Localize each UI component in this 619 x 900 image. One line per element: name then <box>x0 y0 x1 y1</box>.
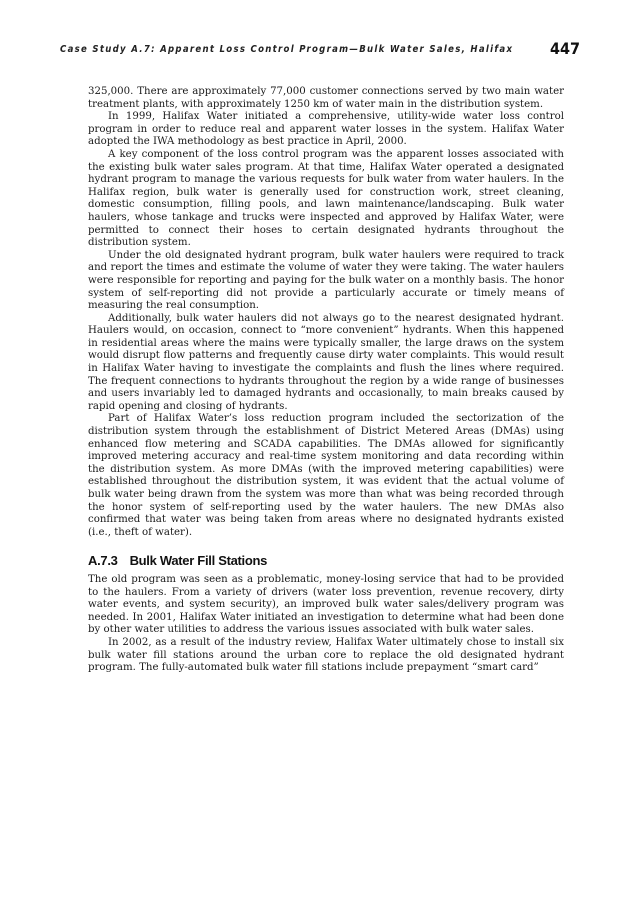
paragraph-6: Part of Halifax Water’s loss reduction program included the sectorization of the distribution system through the establishment of District Metered Areas (DMAs) using enhanced flow metering and SCADA capabilities. The DMAs allowed for significantly improved metering accuracy and real-time system monitoring and data recording within the distribution system. As more DMAs (with the improved metering capabilities) were established throughout the distribution system, it was evident that the actual volume of bulk water being drawn from the system was more than what was being recorded through the honor system of self-reporting used by the water haulers. The new DMAs also confirmed that water was being taken from areas where no designated hydrants existed (i.e., theft of water). <box>88 413 564 538</box>
section-heading <box>88 555 564 568</box>
page-number: 447 <box>549 39 580 58</box>
paragraph-1: 325,000. There are approximately 77,000 customer connections served by two main water treatment plants, with approximately 1250 km of water main in the distribution system. <box>88 86 564 110</box>
running-header <box>60 38 580 68</box>
body-text <box>88 86 564 675</box>
paragraph-5: Additionally, bulk water haulers did not always go to the nearest designated hydrant. Haulers would, on occasion, connect to “more convenient” hydrants. When this happened in residential areas where the mains were typically smaller, the large draws on the system would disrupt flow patterns and frequently cause dirty water complaints. This would result in Halifax Water having to investigate the complaints and flush the lines where required. The frequent connections to hydrants throughout the region by a wide range of businesses and users invariably led to damaged hydrants and occasionally, to main breaks caused by rapid opening and closing of hydrants. <box>88 312 564 412</box>
paragraph-7: The old program was seen as a problematic, money-losing service that had to be provided to the haulers. From a variety of drivers (water loss prevention, revenue recovery, dirty water events, and system security), an improved bulk water sales/delivery program was needed. In 2001, Halifax Water initiated an investigation to determine what had been done by other water utilities to address the various issues associated with bulk water sales. <box>88 573 564 636</box>
section-title: Bulk Water Fill Stations <box>129 553 268 569</box>
section-number: A.7.3 <box>88 553 118 569</box>
paragraph-4: Under the old designated hydrant program, bulk water haulers were required to track and report the times and estimate the volume of water they were taking. The water haulers were responsible for reporting and paying for the bulk water on a monthly basis. The honor system of self-reporting did not provide a particularly accurate or timely means of measuring the real consumption. <box>88 249 564 312</box>
running-title: Case Study A.7: Apparent Loss Control Program—Bulk Water Sales, Halifax <box>60 44 514 55</box>
paragraph-8: In 2002, as a result of the industry review, Halifax Water ultimately chose to install six bulk water fill stations around the urban core to replace the old designated hydrant program. The fully-automated bulk water fill stations include prepayment “smart card” <box>88 636 564 674</box>
paragraph-3: A key component of the loss control program was the apparent losses associated with the existing bulk water sales program. At that time, Halifax Water operated a designated hydrant program to manage the various requests for bulk water from water haulers. In the Halifax region, bulk water is generally used for construction work, street cleaning, domestic consumption, filling pools, and lawn maintenance/landscaping. Bulk water haulers, whose tankage and trucks were inspected and approved by Halifax Water, were permitted to connect their hoses to certain designated hydrants throughout the distribution system. <box>88 148 564 249</box>
paragraph-2: In 1999, Halifax Water initiated a comprehensive, utility-wide water loss control program in order to reduce real and apparent water losses in the system. Halifax Water adopted the IWA methodology as best practice in April, 2000. <box>88 111 564 148</box>
